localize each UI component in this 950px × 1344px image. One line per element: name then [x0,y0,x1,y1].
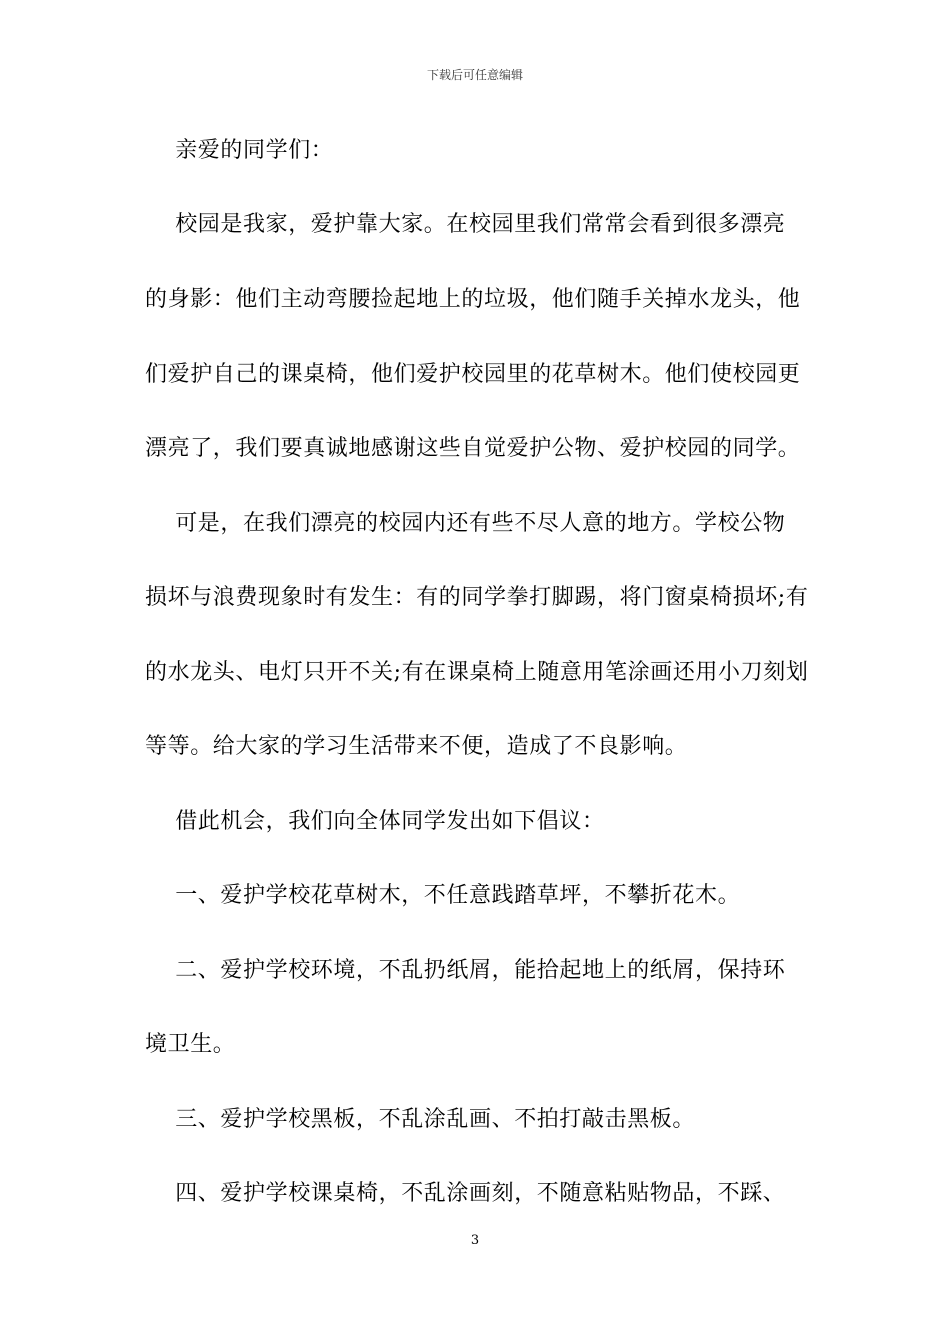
paragraph-line: 的水龙头、电灯只开不关;有在课桌椅上随意用笔涂画还用小刀刻划 [145,660,809,685]
paragraph-line: 三、爱护学校黑板，不乱涂乱画、不拍打敲击黑板。 [145,1107,695,1132]
paragraph-line: 漂亮了，我们要真诚地感谢这些自觉爱护公物、爱护校园的同学。 [145,436,801,461]
paragraph-line: 校园是我家，爱护靠大家。在校园里我们常常会看到很多漂亮 [145,212,786,237]
paragraph-line: 四、爱护学校课桌椅，不乱涂画刻，不随意粘贴物品，不踩、 [145,1181,786,1206]
paragraph-line: 一、爱护学校花草树木，不任意践踏草坪，不攀折花木。 [145,883,741,908]
paragraph-line: 们爱护自己的课桌椅，他们爱护校园里的花草树木。他们使校园更 [145,362,801,387]
paragraph-line: 的身影：他们主动弯腰捡起地上的垃圾，他们随手关掉水龙头，他 [145,287,801,312]
paragraph-line: 亲爱的同学们： [145,138,334,163]
page-number: 3 [470,1233,480,1248]
paragraph-line: 等等。给大家的学习生活带来不便，造成了不良影响。 [145,734,688,759]
page-header: 下载后可任意编辑 [426,68,523,82]
paragraph-line: 境卫生。 [145,1032,236,1057]
paragraph-line: 二、爱护学校环境，不乱扔纸屑，能拾起地上的纸屑，保持环 [145,958,786,983]
paragraph-line: 损坏与浪费现象时有发生：有的同学拳打脚踢，将门窗桌椅损坏;有 [145,585,809,610]
paragraph-line: 可是，在我们漂亮的校园内还有些不尽人意的地方。学校公物 [145,511,786,536]
paragraph-line: 借此机会，我们向全体同学发出如下倡议： [145,809,605,834]
